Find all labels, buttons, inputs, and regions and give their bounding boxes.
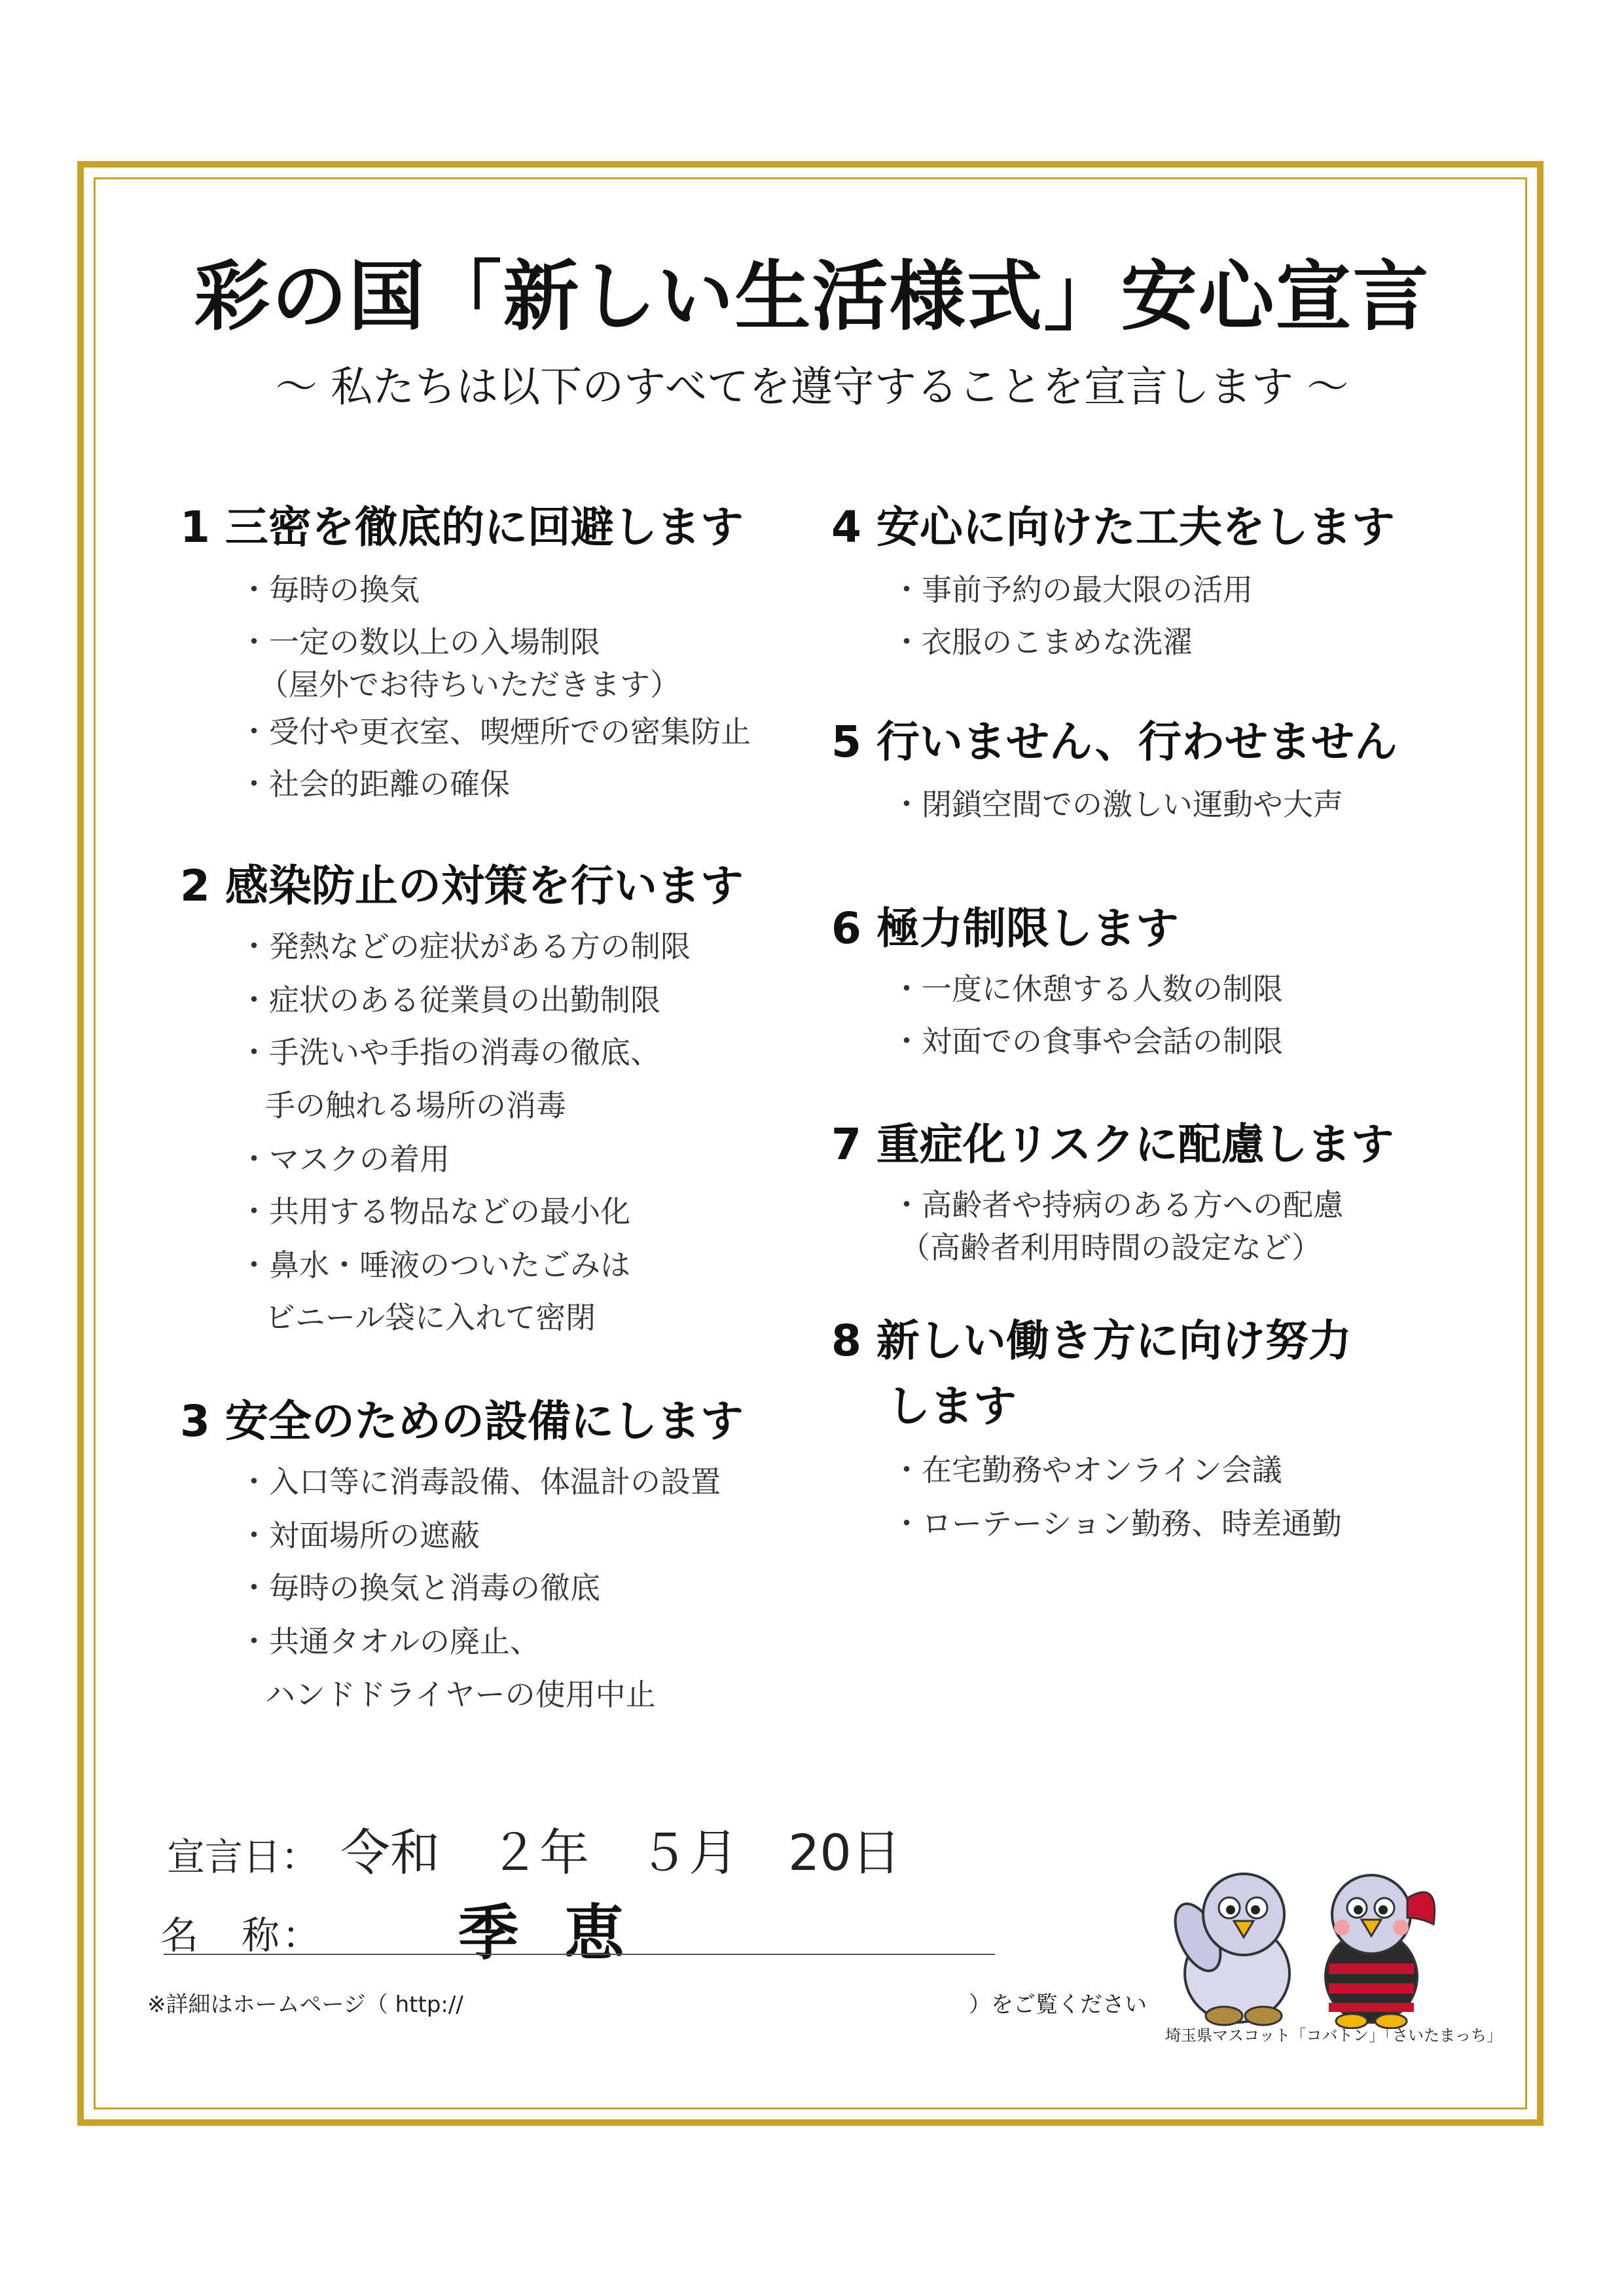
section-1-item-continued: （屋外でお待ちいただきます） <box>259 667 680 702</box>
section-5-item: ・閉鎖空間での激しい運動や大声 <box>892 787 1343 822</box>
section-2-item: ・マスクの着用 <box>239 1141 450 1177</box>
section-7-item: ・高齢者や持病のある方への配慮 <box>892 1187 1343 1223</box>
name-underline <box>164 1954 995 1955</box>
section-1-item: ・一定の数以上の入場制限 <box>239 624 600 660</box>
section-2-item: ・症状のある従業員の出勤制限 <box>239 982 660 1018</box>
section-5-heading: 5 行いません、行わせません <box>831 717 1398 767</box>
mascot-caption: 埼玉県マスコット「コバトン」「さいたまっち」 <box>1165 2026 1503 2045</box>
section-4-item: ・事前予約の最大限の活用 <box>892 572 1253 607</box>
section-2-item-continued: ビニール袋に入れて密閉 <box>265 1300 596 1335</box>
section-3-item-continued: ハンドドライヤーの使用中止 <box>265 1677 656 1712</box>
section-3-item: ・入口等に消毒設備、体温計の設置 <box>239 1464 721 1499</box>
section-1-item: ・受付や更衣室、喫煙所での密集防止 <box>239 714 751 749</box>
declaration-date-value: 令和 ２年 ５月 20日 <box>340 1823 901 1882</box>
section-3-heading: 3 安全のための設備にします <box>180 1396 744 1446</box>
page-title: 彩の国「新しい生活様式」安心宣言 <box>194 253 1430 341</box>
section-7-item-continued: （高齢者利用時間の設定など） <box>900 1230 1322 1265</box>
page-subtitle: ～ 私たちは以下のすべてを遵守することを宣言します ～ <box>275 363 1349 412</box>
section-2-item: ・発熱などの症状がある方の制限 <box>239 929 691 964</box>
section-2-item: ・共用する物品などの最小化 <box>239 1194 630 1229</box>
section-8-item: ・在宅勤務やオンライン会議 <box>892 1452 1282 1488</box>
section-1-item: ・毎時の換気 <box>239 572 420 607</box>
footnote-see-page: ）をご覧ください <box>969 1992 1147 2018</box>
section-2-item: ・鼻水・唾液のついたごみは <box>239 1247 630 1283</box>
name-label: 名 称： <box>160 1913 323 1958</box>
section-3-item: ・対面場所の遮蔽 <box>239 1518 480 1553</box>
section-6-heading: 6 極力制限します <box>831 903 1179 954</box>
section-2-item: ・手洗いや手指の消毒の徹底、 <box>239 1035 660 1070</box>
section-8-heading: 8 新しい働き方に向け努力 <box>831 1316 1352 1366</box>
section-7-heading: 7 重症化リスクに配慮します <box>831 1119 1394 1170</box>
mascot-illustration <box>1152 1852 1466 2029</box>
section-4-heading: 4 安心に向けた工夫をします <box>831 502 1395 552</box>
section-6-item: ・対面での食事や会話の制限 <box>892 1024 1283 1059</box>
section-8-item: ・ローテーション勤務、時差通勤 <box>892 1506 1343 1541</box>
section-2-item-continued: 手の触れる場所の消毒 <box>265 1088 566 1123</box>
section-1-heading: 1 三密を徹底的に回避します <box>180 502 744 552</box>
footnote-homepage: ※詳細はホームページ（ http:// <box>147 1992 463 2018</box>
saitamacchi-mascot-icon <box>1326 1875 1435 2028</box>
section-4-item: ・衣服のこまめな洗濯 <box>892 624 1193 660</box>
declaration-date-label: 宣言日： <box>167 1835 319 1879</box>
section-3-item: ・共通タオルの廃止、 <box>239 1624 540 1659</box>
section-8-heading-continued: します <box>887 1381 1017 1431</box>
section-6-item: ・一度に休憩する人数の制限 <box>892 971 1283 1007</box>
section-2-heading: 2 感染防止の対策を行います <box>180 861 744 911</box>
name-value: 季恵 <box>458 1897 671 1968</box>
kobaton-mascot-icon <box>1166 1874 1290 2025</box>
section-1-item: ・社会的距離の確保 <box>239 766 510 802</box>
section-3-item: ・毎時の換気と消毒の徹底 <box>239 1570 600 1605</box>
